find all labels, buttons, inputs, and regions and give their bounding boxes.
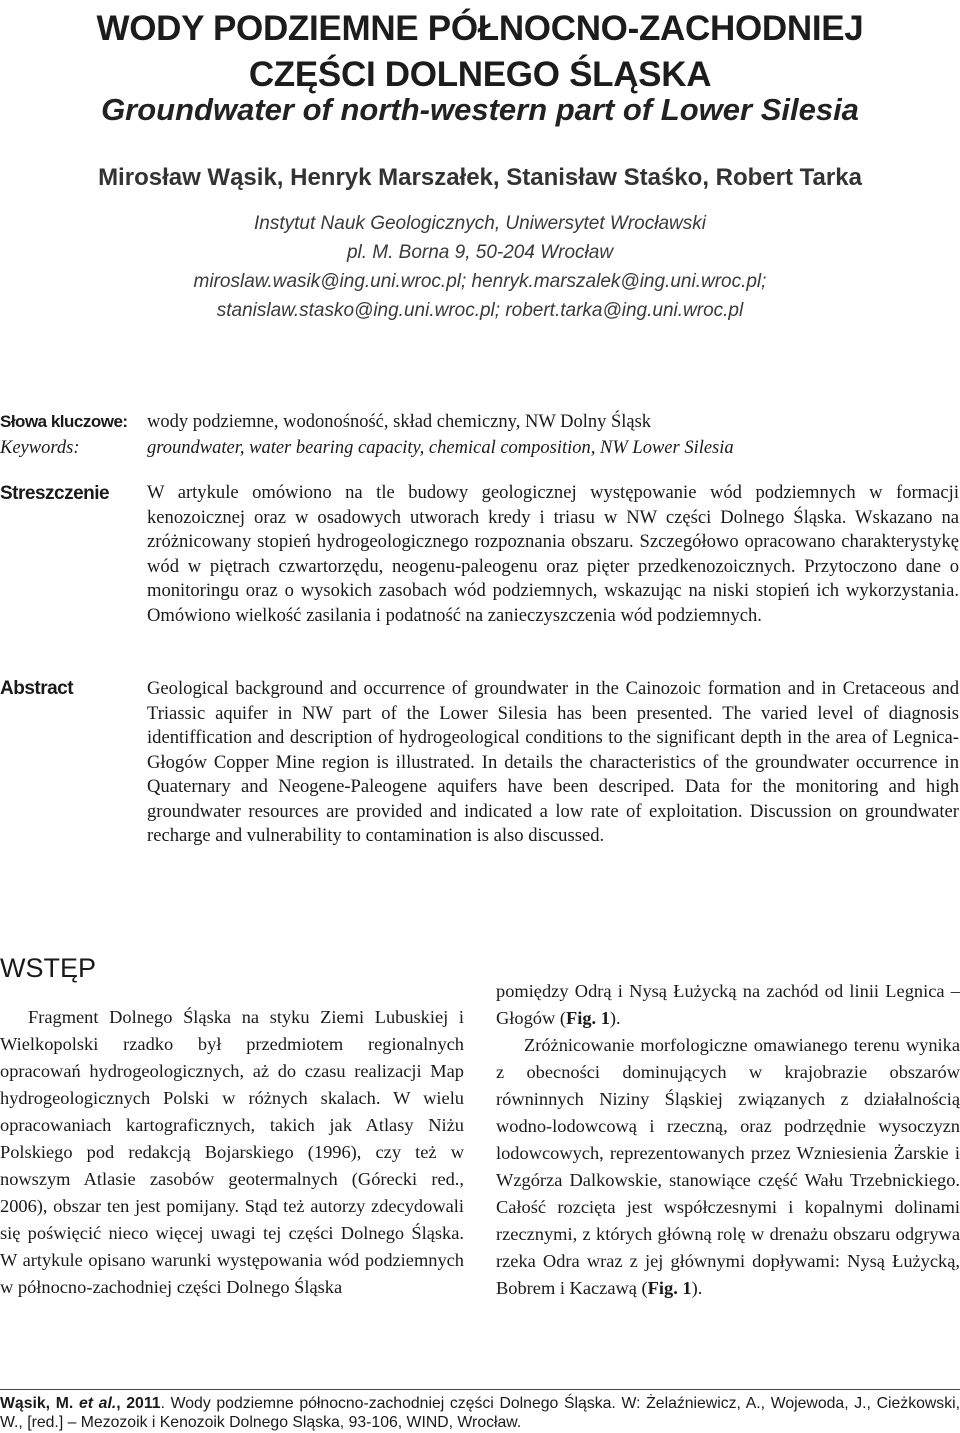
title-polish (0, 6, 960, 98)
intro-left-paragraph: Fragment Dolnego Śląska na styku Ziemi Lubuskiej i Wielkopolski rzadko był przedmiotem regionalnych opracowań hydrogeologicznych, aż do czasu realizacji Map hydrogeologicznych Polski w różnych skalach. W wielu opracowaniach kartograficznych, takich jak Atlasy Niżu Polskiego pod redakcją Bojarskiego (1996), czy też w nowszym Atlasie zasobów geotermalnych (Górecki red., 2006), obszar ten jest pomijany. Stąd też autorzy zdecydowali się poświęcić nieco więcej uwagi tej części Dolnego Śląska. W artykule opisano warunki występowania wód podziemnych w północno-zachodniej części Dolnego Śląska (0, 1007, 464, 1297)
citation-year: , 2011 (116, 1395, 161, 1412)
figure-reference: Fig. 1 (647, 1278, 692, 1298)
citation-authors: Wąsik, M. (0, 1395, 74, 1412)
footer-divider (0, 1389, 960, 1390)
intro-right-cont-text: pomiędzy Odrą i Nysą Łużycką na zachód od linii Legnica – Głogów ( (496, 981, 960, 1028)
keywords-english-label: Keywords: (0, 438, 80, 458)
intro-right-column (496, 978, 960, 1302)
title-polish-line1: WODY PODZIEMNE PÓŁNOCNO-ZACHODNIEJ (96, 9, 864, 48)
section-heading-wstep: WSTĘP (0, 953, 97, 983)
intro-right-continuation (496, 978, 960, 1032)
intro-right-cont-end: ). (609, 1008, 621, 1028)
title-polish-line2: CZĘŚCI DOLNEGO ŚLĄSKA (248, 55, 712, 94)
streszczenie-text: W artykule omówiono na tle budowy geologicznej występowanie wód podziemnych w formacji kenozoicznej oraz w osadowych utworach kredy i triasu w NW części Dolnego Śląska. Wskazano na zróżnicowany stopień hydrogeologicznego rozpoznania obszaru. Szczegółowo opracowano charakterystykę wód w piętrach czwartorzędu, neogenu-paleogenu oraz pięter przedkenozoicznych. Przytoczono dane o monitoringu oraz o wysokich zasobach wód podziemnych, wskazując na niski stopień ich wykorzystania. Omówiono wielkość zasilania i podatność na zanieczyszczenia wód podziemnych. (147, 482, 959, 626)
intro-left-column (0, 1004, 464, 1301)
keywords-polish-label: Słowa kluczowe: (0, 412, 128, 431)
citation-etal: et al. (78, 1395, 117, 1412)
keywords-english-text: groundwater, water bearing capacity, chemical composition, NW Lower Silesia (147, 438, 734, 458)
intro-right-para-text: Zróżnicowanie morfologiczne omawianego terenu wynika z obecności dominujących w krajobrazie obszarów równinnych Niziny Śląskiej związanych z działalnością wodno-lodowcową i rzeczną, oraz podrzędnie wysoczyzn lodowcowych, reprezentowanych przez Wzniesienia Żarskie i Wzgórza Dalkowskie, stanowiące część Wału Trzebnickiego. Całość rozcięta jest współczesnymi i kopalnymi dolinami rzecznymi, z których główną rolę w drenażu obszaru odgrywa rzeka Odra wraz z jej głównymi dopływami: Nysą Łużycką, Bobrem i Kaczawą ( (496, 1035, 960, 1298)
title-english: Groundwater of north-western part of Lower Silesia (101, 92, 859, 127)
intro-right-para-end: ). (691, 1278, 703, 1298)
affiliation-emails-line2: stanislaw.stasko@ing.uni.wroc.pl; robert.tarka@ing.uni.wroc.pl (216, 300, 744, 321)
abstract-label: Abstract (0, 678, 74, 699)
figure-reference: Fig. 1 (565, 1008, 610, 1028)
citation-footer (0, 1394, 960, 1432)
streszczenie-label: Streszczenie (0, 483, 110, 504)
affiliation (0, 209, 960, 325)
author-list: Mirosław Wąsik, Henryk Marszałek, Stanisław Staśko, Robert Tarka (98, 164, 862, 191)
intro-right-paragraph (496, 1032, 960, 1302)
citation-rest: . Wody podziemne północno-zachodniej części Dolnego Śląska. W: Żelaźniewicz, A., Wojewoda, J., Cieżkowski, W., [red.] – Mezozoik i Kenozoik Dolnego Sląska, 93-106, WIND, Wrocław. (0, 1395, 960, 1431)
affiliation-address: pl. M. Borna 9, 50-204 Wrocław (346, 242, 614, 263)
abstract-text: Geological background and occurrence of groundwater in the Cainozoic formation and in Cretaceous and Triassic aquifer in NW part of the Lower Silesia has been presented. The varied level of diagnosis identiffication and description of hydrogeological conditions to the significant depth in the area of Legnica-Głogów Copper Mine region is illustrated. In details the characteristics of the groundwater occurrence in Quaternary and Neogene-Paleogene aquifers have been descriped. Data for the monitoring and high groundwater resources are provided and indicated a low rate of exploitation. Discussion on groundwater recharge and vulnerability to contamination is also discussed. (147, 678, 959, 846)
keywords-polish-text: wody podziemne, wodonośność, skład chemiczny, NW Dolny Śląsk (147, 412, 652, 432)
affiliation-emails-line1: miroslaw.wasik@ing.uni.wroc.pl; henryk.marszalek@ing.uni.wroc.pl; (193, 271, 767, 292)
affiliation-institute: Instytut Nauk Geologicznych, Uniwersytet Wrocławski (254, 213, 706, 234)
